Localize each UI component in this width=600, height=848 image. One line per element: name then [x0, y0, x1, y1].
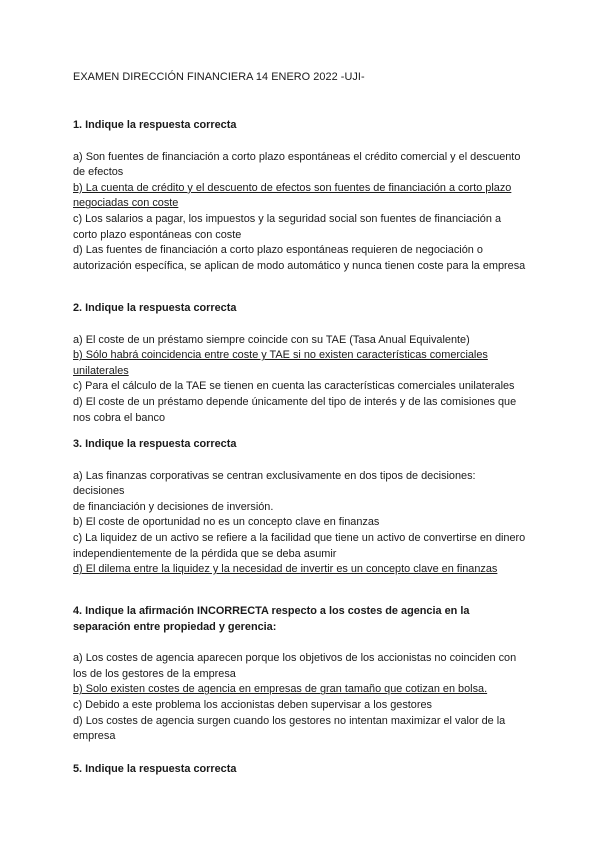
question-3 — [73, 437, 528, 578]
question-title: 5. Indique la respuesta correcta — [73, 763, 237, 775]
answer-a: a) Son fuentes de financiación a corto plazo espontáneas el crédito comercial y el descuento de efectos — [73, 150, 521, 179]
question-title: 2. Indique la respuesta correcta — [73, 302, 237, 314]
answer-d: d) El coste de un préstamo depende únicamente del tipo de interés y de las comisiones que nos cobra el banco — [73, 395, 517, 424]
answer-b-correct: b) Solo existen costes de agencia en empresas de gran tamaño que cotizan en bolsa. — [73, 683, 488, 696]
question-title: 3. Indique la respuesta correcta — [73, 438, 237, 450]
answer-a: a) Los costes de agencia aparecen porque los objetivos de los accionistas no coinciden con los de los gestores de la empresa — [73, 652, 517, 680]
answer-d-correct: d) El dilema entre la liquidez y la necesidad de invertir es un concepto clave en finanzas — [73, 563, 498, 576]
answer-b-correct: b) Sólo habrá coincidencia entre coste y TAE si no existen características comerciales unilaterales — [73, 349, 488, 377]
question-4 — [73, 604, 528, 745]
answer-c: c) La liquidez de un activo se refiere a la facilidad que tiene un activo de convertirse en dinero independientemente de la pérdida que se deba asumir — [73, 531, 526, 560]
answer-b: b) El coste de oportunidad no es un concepto clave en finanzas — [73, 516, 380, 529]
answer-c: c) Debido a este problema los accionistas deben supervisar a los gestores — [73, 698, 432, 711]
answer-c: c) Los salarios a pagar, los impuestos y la seguridad social son fuentes de financiación a corto plazo espontáneas con coste — [73, 212, 502, 241]
exam-title: EXAMEN DIRECCIÓN FINANCIERA 14 ENERO 2022 -UJI- — [73, 71, 365, 83]
answer-d: d) Los costes de agencia surgen cuando los gestores no intentan maximizar el valor de la empresa — [73, 714, 506, 743]
question-1 — [73, 118, 528, 274]
answer-c: c) Para el cálculo de la TAE se tienen en cuenta las características comerciales unilaterales — [73, 380, 515, 393]
answer-b-correct: b) La cuenta de crédito y el descuento de efectos son fuentes de financiación a corto plazo negociadas con coste — [73, 181, 512, 210]
answer-a: a) Las finanzas corporativas se centran exclusivamente en dos tipos de decisiones: decisiones — [73, 469, 476, 498]
question-title: 4. Indique la afirmación INCORRECTA respecto a los costes de agencia en la separación entre propiedad y gerencia: — [73, 605, 470, 633]
answer-a-continued: de financiación y decisiones de inversión. — [73, 500, 274, 513]
answer-a: a) El coste de un préstamo siempre coincide con su TAE (Tasa Anual Equivalente) — [73, 333, 470, 346]
question-5 — [73, 762, 528, 794]
question-2 — [73, 301, 528, 426]
question-title: 1. Indique la respuesta correcta — [73, 119, 237, 131]
answer-d: d) Las fuentes de financiación a corto plazo espontáneas requieren de negociación o autorización específica, se aplican de modo automático y nunca tienen coste para la empresa — [73, 244, 526, 272]
